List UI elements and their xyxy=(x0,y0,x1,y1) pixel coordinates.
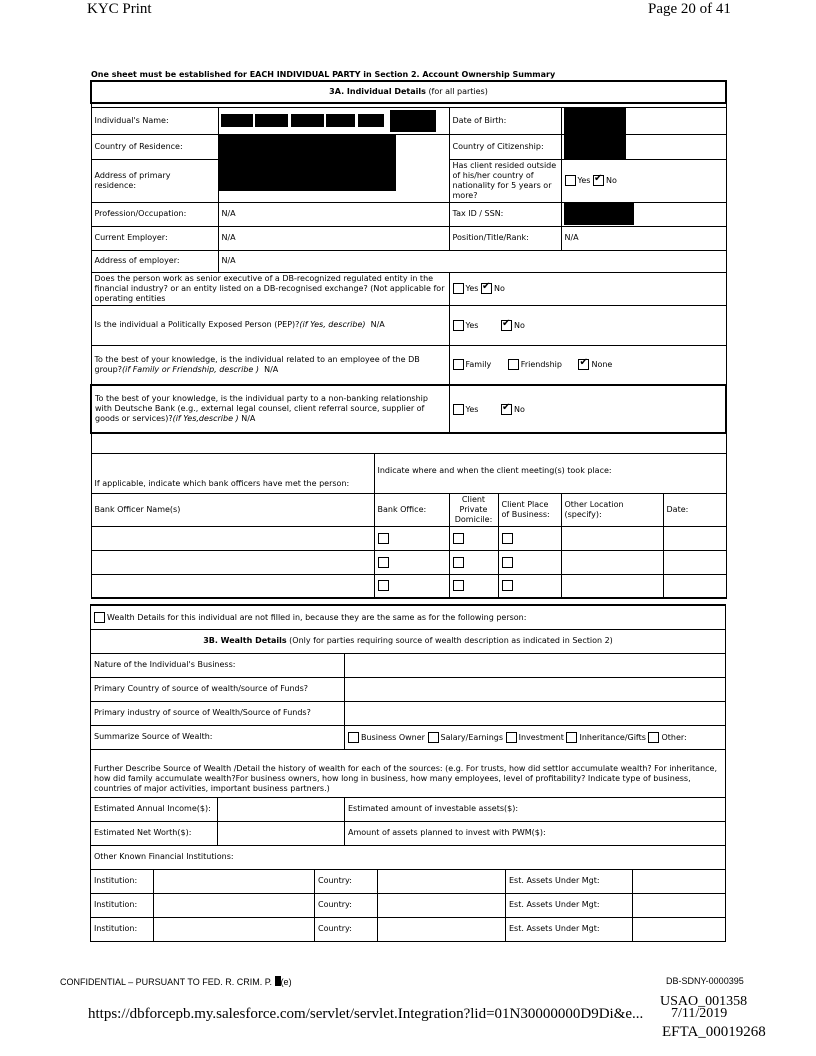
country-label: Country: xyxy=(315,917,378,941)
print-header-title: KYC Print xyxy=(87,1,152,17)
country-value[interactable] xyxy=(378,869,506,893)
redaction xyxy=(219,135,396,191)
source-country-label: Primary Country of source of wealth/source of Funds? xyxy=(91,677,345,701)
income-value[interactable] xyxy=(218,797,345,821)
bank-office-checkbox[interactable] xyxy=(378,580,389,591)
planned-label: Amount of assets planned to invest with PWM($): xyxy=(345,821,726,845)
no-checkbox[interactable] xyxy=(501,404,512,415)
no-label: No xyxy=(493,284,505,293)
senior-exec-question: Does the person work as senior executive of a DB-recognized regulated entity in the financial industry? or an entity listed on a DB-recognised exchange? (Not applicable for operating entities xyxy=(91,272,449,305)
yes-checkbox[interactable] xyxy=(453,320,464,331)
section-3a-subtitle: (for all parties) xyxy=(428,87,488,96)
position-value: N/A xyxy=(561,226,726,250)
institution-label: Institution: xyxy=(91,869,154,893)
source-url[interactable]: https://dbforcepb.my.salesforce.com/servlet/servlet.Integration?lid=01N30000000D9Di&e... xyxy=(88,1006,644,1022)
salary-checkbox[interactable] xyxy=(428,732,439,743)
networth-label: Estimated Net Worth($): xyxy=(91,821,218,845)
other-checkbox[interactable] xyxy=(648,732,659,743)
section-3b-title-cell xyxy=(91,629,726,653)
section-3b-title: 3B. Wealth Details xyxy=(203,636,287,645)
assets-value[interactable] xyxy=(633,893,726,917)
business-checkbox[interactable] xyxy=(502,580,513,591)
networth-value[interactable] xyxy=(218,821,345,845)
investment-checkbox[interactable] xyxy=(506,732,517,743)
no-checkbox[interactable] xyxy=(481,283,492,294)
profession-value: N/A xyxy=(218,202,449,226)
nature-value[interactable] xyxy=(345,653,726,677)
source-industry-value[interactable] xyxy=(345,701,726,725)
summarize-label: Summarize Source of Wealth: xyxy=(91,725,345,749)
citizenship-label: Country of Citizenship: xyxy=(449,134,561,159)
inheritance-checkbox[interactable] xyxy=(566,732,577,743)
col-other-header: Other Location (specify): xyxy=(561,493,663,526)
officers-question: If applicable, indicate which bank officers have met the person: xyxy=(91,453,374,493)
related-question-hint: (if Family or Friendship, describe ) xyxy=(121,364,259,374)
redaction xyxy=(221,114,253,127)
yes-checkbox[interactable] xyxy=(453,283,464,294)
wealth-same-row xyxy=(91,605,726,629)
redaction xyxy=(564,108,626,134)
yes-label: Yes xyxy=(465,284,479,293)
officer-row xyxy=(91,574,726,598)
country-label: Country: xyxy=(315,893,378,917)
no-checkbox[interactable] xyxy=(593,175,604,186)
nonbank-value: N/A xyxy=(241,414,256,423)
officer-row xyxy=(91,550,726,574)
summarize-options xyxy=(345,725,726,749)
source-industry-label: Primary industry of source of Wealth/Source of Funds? xyxy=(91,701,345,725)
institution-value[interactable] xyxy=(154,869,315,893)
no-label: No xyxy=(605,176,617,185)
investment-label: Investment xyxy=(518,732,564,742)
redaction xyxy=(390,110,436,132)
related-question xyxy=(91,345,449,385)
efta-number: EFTA_00019268 xyxy=(662,1024,766,1040)
wealth-details-form xyxy=(90,604,726,942)
section-3a-title-cell xyxy=(91,81,726,103)
domicile-checkbox[interactable] xyxy=(453,580,464,591)
date-cell[interactable] xyxy=(663,574,726,598)
no-label: No xyxy=(513,320,525,330)
nonbank-question-text: To the best of your knowledge, is the individual party to a non-banking relationship with Deutsche Bank (e.g., external legal counsel, client referral source, supplier of goods or services)? xyxy=(95,394,428,423)
nonbank-question xyxy=(91,385,449,433)
pep-value: N/A xyxy=(370,320,385,329)
business-owner-checkbox[interactable] xyxy=(348,732,359,743)
position-label: Position/Title/Rank: xyxy=(449,226,561,250)
domicile-checkbox[interactable] xyxy=(453,557,464,568)
address-label: Address of primary residence: xyxy=(91,159,218,202)
pep-question-hint: (if Yes, describe) xyxy=(299,320,366,329)
confidential-end: (e) xyxy=(280,977,292,987)
family-label: Family xyxy=(465,360,492,370)
other-fi-label: Other Known Financial Institutions: xyxy=(91,845,726,869)
institution-label: Institution: xyxy=(91,893,154,917)
country-label: Country: xyxy=(315,869,378,893)
taxid-label: Tax ID / SSN: xyxy=(449,202,561,226)
name-label: Individual's Name: xyxy=(91,107,218,134)
employer-value: N/A xyxy=(218,226,449,250)
section-3a-title: 3A. Individual Details xyxy=(329,87,426,96)
officer-row xyxy=(91,526,726,550)
wealth-same-label: Wealth Details for this individual are not filled in, because they are the same as for the following person: xyxy=(107,612,527,622)
date-cell[interactable] xyxy=(663,550,726,574)
yes-checkbox[interactable] xyxy=(565,175,576,186)
assets-value[interactable] xyxy=(633,917,726,941)
redaction xyxy=(291,114,324,127)
officer-name-cell[interactable] xyxy=(91,526,374,550)
nonbank-answer xyxy=(449,385,726,433)
family-checkbox[interactable] xyxy=(453,359,464,370)
institution-row xyxy=(91,917,726,941)
pep-question-text: Is the individual a Politically Exposed Person (PEP)? xyxy=(94,320,300,329)
redaction xyxy=(358,114,384,127)
friendship-label: Friendship xyxy=(520,360,562,370)
business-checkbox[interactable] xyxy=(502,533,513,544)
business-checkbox[interactable] xyxy=(502,557,513,568)
further-describe: Further Describe Source of Wealth /Detail the history of wealth for each of the sources: (e.g. For trusts, how did settlor accumulate wealth? For inheritance, how did family accumulate wealth?For business owners, how long in business, how many employees, level of profitability? Indicate type of business, countries of major activities, important business partners.) xyxy=(91,749,726,797)
confidential-text: CONFIDENTIAL – PURSUANT TO FED. R. CRIM. P. xyxy=(60,977,273,987)
bank-office-checkbox[interactable] xyxy=(378,533,389,544)
source-country-value[interactable] xyxy=(345,677,726,701)
profession-label: Profession/Occupation: xyxy=(91,202,218,226)
yes-label: Yes xyxy=(465,405,479,414)
residence-label: Country of Residence: xyxy=(91,134,218,159)
no-checkbox[interactable] xyxy=(501,320,512,331)
assets-label: Est. Assets Under Mgt: xyxy=(506,869,633,893)
officer-name-cell[interactable] xyxy=(91,574,374,598)
country-value[interactable] xyxy=(378,917,506,941)
yes-label: Yes xyxy=(465,320,479,330)
wealth-same-checkbox[interactable] xyxy=(94,612,105,623)
institution-row xyxy=(91,893,726,917)
redaction xyxy=(255,114,288,127)
redaction xyxy=(564,203,634,225)
print-date: 7/11/2019 xyxy=(671,1006,728,1021)
officer-name-cell[interactable] xyxy=(91,550,374,574)
col-domicile-header: Client Private Domicile: xyxy=(449,493,498,526)
redaction xyxy=(326,114,355,127)
intro-instruction: One sheet must be established for EACH INDIVIDUAL PARTY in Section 2. Account Ownership Summary xyxy=(91,70,556,79)
institution-label: Institution: xyxy=(91,917,154,941)
col-date-header: Date: xyxy=(663,493,726,526)
other-location-cell[interactable] xyxy=(561,550,663,574)
income-label: Estimated Annual Income($): xyxy=(91,797,218,821)
institution-row xyxy=(91,869,726,893)
country-value[interactable] xyxy=(378,893,506,917)
institution-value[interactable] xyxy=(154,917,315,941)
residence-address-value xyxy=(218,134,449,202)
other-location-cell[interactable] xyxy=(561,574,663,598)
nature-label: Nature of the Individual's Business: xyxy=(91,653,345,677)
citizenship-value xyxy=(561,134,726,159)
inheritance-label: Inheritance/Gifts xyxy=(579,732,646,742)
date-cell[interactable] xyxy=(663,526,726,550)
yes-label: Yes xyxy=(577,176,591,185)
business-owner-label: Business Owner xyxy=(361,732,425,742)
yes-checkbox[interactable] xyxy=(453,404,464,415)
individual-details-form xyxy=(90,80,727,599)
employer-address-label: Address of employer: xyxy=(91,250,218,272)
domicile-checkbox[interactable] xyxy=(453,533,464,544)
col-office-header: Bank Office: xyxy=(374,493,449,526)
name-value xyxy=(218,107,449,134)
usao-number: USAO_001358 xyxy=(660,994,748,1009)
assets-value[interactable] xyxy=(633,869,726,893)
outside-nationality-answer xyxy=(561,159,726,202)
redaction xyxy=(564,135,626,159)
related-value: N/A xyxy=(264,364,279,374)
confidential-notice xyxy=(60,976,292,987)
salary-label: Salary/Earnings xyxy=(440,732,504,742)
page-number: Page 20 of 41 xyxy=(648,1,731,17)
taxid-value xyxy=(561,202,726,226)
related-question-text: To the best of your knowledge, is the individual related to an employee of the DB group? xyxy=(94,354,420,374)
other-label: Other: xyxy=(661,732,687,742)
pep-answer xyxy=(449,305,726,345)
outside-nationality-question: Has client resided outside of his/her country of nationality for 5 years or more? xyxy=(449,159,561,202)
col-officer-header: Bank Officer Name(s) xyxy=(91,493,374,526)
none-label: None xyxy=(591,360,613,370)
section-3b-subtitle: (Only for parties requiring source of wealth description as indicated in Section 2) xyxy=(289,636,613,645)
related-answer xyxy=(449,345,726,385)
nonbank-question-hint: (if Yes,describe ) xyxy=(172,414,239,423)
pep-question xyxy=(91,305,449,345)
other-location-cell[interactable] xyxy=(561,526,663,550)
bank-office-checkbox[interactable] xyxy=(378,557,389,568)
dob-value xyxy=(561,107,726,134)
bates-number: DB-SDNY-0000395 xyxy=(666,976,744,986)
none-checkbox[interactable] xyxy=(578,359,589,370)
col-business-header: Client Place of Business: xyxy=(498,493,561,526)
employer-label: Current Employer: xyxy=(91,226,218,250)
institution-value[interactable] xyxy=(154,893,315,917)
investable-label: Estimated amount of investable assets($): xyxy=(345,797,726,821)
no-label: No xyxy=(513,405,525,414)
assets-label: Est. Assets Under Mgt: xyxy=(506,893,633,917)
dob-label: Date of Birth: xyxy=(449,107,561,134)
senior-exec-answer xyxy=(449,272,726,305)
friendship-checkbox[interactable] xyxy=(508,359,519,370)
employer-address-value: N/A xyxy=(218,250,726,272)
assets-label: Est. Assets Under Mgt: xyxy=(506,917,633,941)
meeting-question: Indicate where and when the client meeting(s) took place: xyxy=(374,453,726,493)
